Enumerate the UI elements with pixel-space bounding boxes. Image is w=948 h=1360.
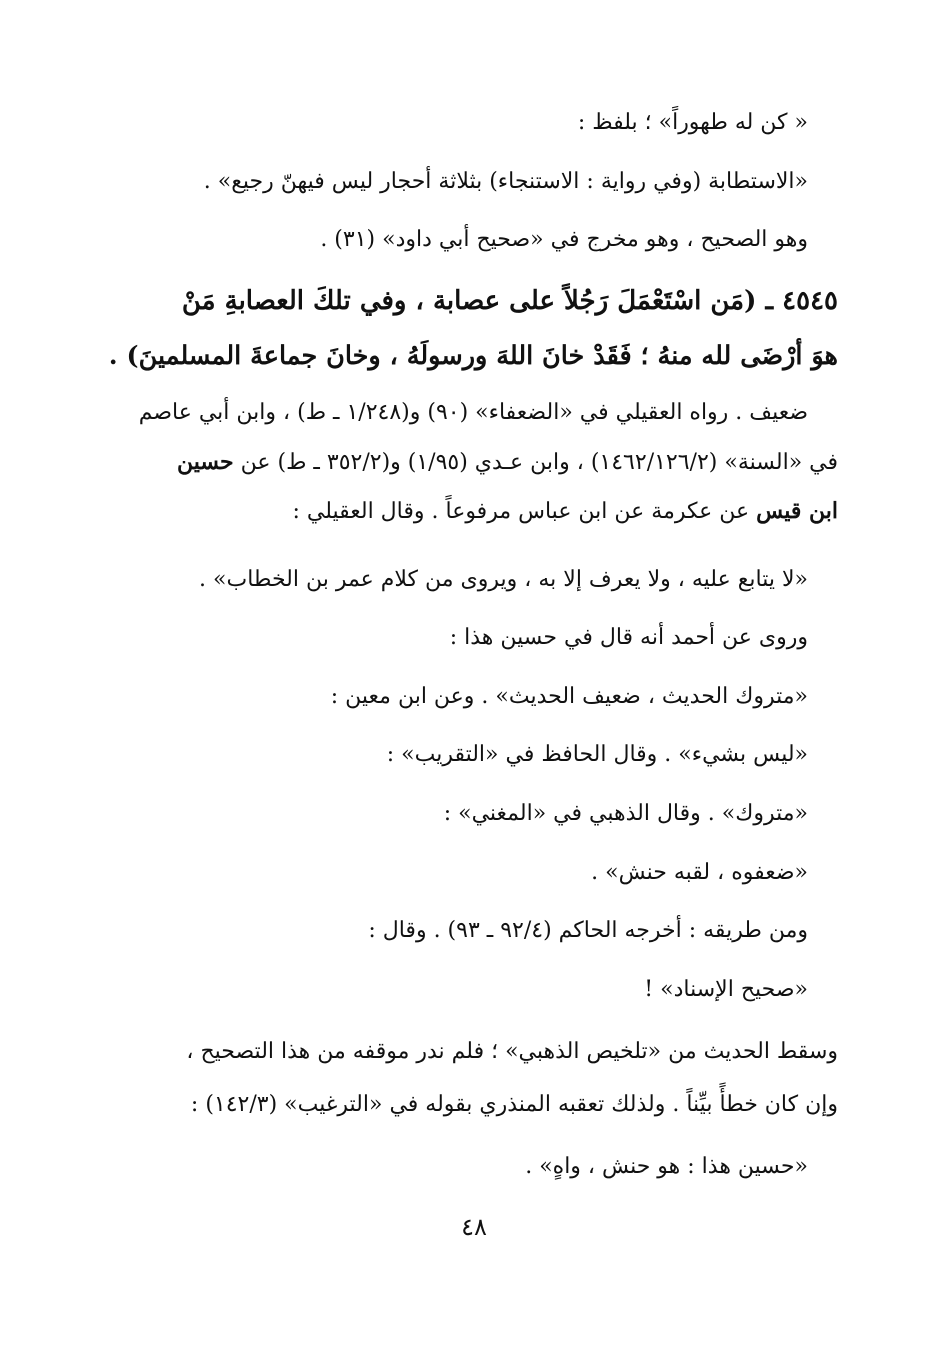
narrator-name: حسين <box>177 449 234 475</box>
text-line: « كن له طهوراً» ؛ بلفظ : <box>577 110 808 135</box>
text-line: ضعيف . رواه العقيلي في «الضعفاء» (٩٠) و(١/٢٤٨ ـ ط) ، وابن أبي عاصم <box>138 400 808 425</box>
text-line: وسقط الحديث من «تلخيص الذهبي» ؛ فلم ندر موقفه من هذا التصحيح ، <box>186 1039 838 1064</box>
text-line <box>103 496 838 527</box>
text-line: ومن طريقه : أخرجه الحاكم (٩٢/٤ ـ ٩٣) . وقال : <box>368 918 808 943</box>
text-line: «حسين هذا : هو حنش ، واهٍ» . <box>525 1154 808 1179</box>
text-line: «ليس بشيء» . وقال الحافظ في «التقريب» : <box>386 742 808 767</box>
page-number: ٤٨ <box>461 1213 487 1241</box>
text-segment: عن عكرمة عن ابن عباس مرفوعاً . وقال العقيلي : <box>292 499 750 524</box>
hadith-heading-line: هوَ أرْضَى لله منهُ ؛ فَقَدْ خانَ اللهَ ورسولَهُ ، وخانَ جماعةَ المسلمينَ) . <box>108 341 838 371</box>
text-line: وروى عن أحمد أنه قال في حسين هذا : <box>449 625 808 650</box>
text-line: «متروك» . وقال الذهبي في «المغني» : <box>443 801 808 826</box>
text-line <box>103 447 838 478</box>
text-line: وهو الصحيح ، وهو مخرج في «صحيح أبي داود» (٣١) . <box>320 227 808 252</box>
hadith-heading-line: ٤٥٤٥ ـ (مَن اسْتَعْمَلَ رَجُلاً على عصابة ، وفي تلكَ العصابةِ مَنْ <box>181 286 838 316</box>
narrator-name: ابن قيس <box>756 498 838 524</box>
text-line: وإن كان خطأً بيِّناً . ولذلك تعقبه المنذري بقوله في «الترغيب» (١٤٢/٣) : <box>190 1092 838 1117</box>
text-line: «متروك الحديث ، ضعيف الحديث» . وعن ابن معين : <box>330 684 808 709</box>
text-line: «الاستطابة (وفي رواية : الاستنجاء) بثلاثة أحجار ليس فيهنّ رجيع» . <box>203 169 808 194</box>
text-line: «ضعفوه ، لقبه حنش» . <box>591 860 808 885</box>
text-segment: في «السنة» (١٤٦٢/١٢٦/٢) ، وابن عـدي (١/٩٥) و(٣٥٢/٢ ـ ط) عن <box>240 450 838 475</box>
text-line: «صحيح الإسناد» ! <box>644 977 808 1002</box>
text-line: «لا يتابع عليه ، ولا يعرف إلا به ، ويروى من كلام عمر بن الخطاب» . <box>199 567 808 592</box>
